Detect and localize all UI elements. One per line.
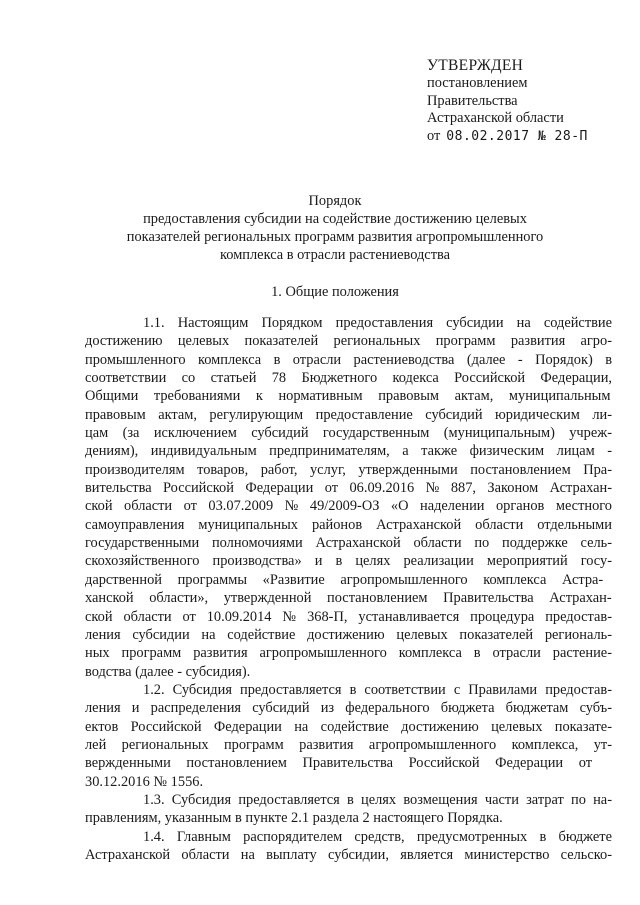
text-line: ханской области», утвержденной постановлением Правительства Астрахан-	[85, 590, 612, 607]
text-line: достижению целевых показателей региональных программ развития агро-	[85, 333, 612, 350]
text-line: ных программ развития агропромышленного комплекса в отрасли растение-	[85, 645, 612, 662]
text-line: лей региональных программ развития агропромышленного комплекса, ут-	[85, 736, 612, 753]
text-line: производителям товаров, работ, услуг, утвержденными постановлением Пра-	[85, 461, 612, 478]
text-line: цам (за исключением субсидий государственным (муниципальным) учреж-	[85, 425, 612, 442]
text-line: промышленного комплекса в отрасли растениеводства (далее - Порядок) в	[85, 351, 612, 368]
text-line: 1.2. Субсидия предоставляется в соответствии с Правилами предостав-	[143, 681, 612, 698]
text-line: скохозяйственного производства» и в целях реализации мероприятий госу-	[85, 553, 612, 570]
text-line: правовым актам, регулирующим предоставление субсидий юридическим ли-	[85, 406, 612, 423]
approval-stamp	[427, 56, 627, 145]
approval-line: Астраханской области	[427, 110, 564, 126]
text-line: 1.4. Главным распорядителем средств, предусмотренных в бюджете	[143, 828, 612, 845]
text-line: водства (далее - субсидия).	[85, 663, 251, 680]
text-line: ектов Российской Федерации на содействие достижению целевых показате-	[85, 718, 612, 735]
text-line: Общими требованиями к нормативным правовым актам, муниципальным	[85, 388, 611, 405]
approval-line: постановлением	[427, 75, 528, 91]
text-line: Астраханской области на выплату субсидии, является министерство сельско-	[85, 846, 612, 863]
document-title	[100, 192, 570, 264]
title-line: Порядок	[308, 193, 362, 209]
text-line: самоуправления муниципальных районов Астраханской области отдельными	[85, 516, 612, 533]
paragraph-1-2	[85, 681, 612, 791]
approval-date-prefix: от	[427, 127, 441, 144]
paragraph-1-4	[85, 828, 612, 865]
text-line: государственными полномочиями Астраханской области по поддержке сель-	[85, 535, 612, 552]
text-line: 1.3. Субсидия предоставляется в целях возмещения части затрат по на-	[143, 791, 612, 808]
approval-date-line	[427, 128, 627, 146]
paragraph-1-1	[85, 314, 612, 681]
text-line: ления и распределения субсидий из федерального бюджета бюджетам субъ-	[85, 700, 612, 717]
title-line: предоставления субсидии на содействие достижению целевых	[143, 211, 527, 227]
title-line: комплекса в отрасли растениеводства	[220, 247, 450, 263]
text-line: правлениям, указанным в пункте 2.1 раздела 2 настоящего Порядка.	[85, 810, 503, 827]
text-line: вительства Российской Федерации от 06.09.2016 № 887, Законом Астрахан-	[85, 480, 612, 497]
text-line: дарственной программы «Развитие агропромышленного комплекса Астра-	[85, 571, 604, 588]
text-line: 1.1. Настоящим Порядком предоставления субсидии на содействие	[143, 315, 612, 331]
text-line: вержденными постановлением Правительства Российской Федерации от	[85, 755, 593, 772]
approval-line: Правительства	[427, 92, 518, 109]
approval-date-number: 08.02.2017 № 28-П	[446, 128, 588, 144]
paragraph-1-3	[85, 791, 612, 828]
body-text	[85, 314, 612, 864]
text-line: дениям), индивидуальным предпринимателям, а также физическим лицам -	[85, 443, 612, 460]
section-heading: 1. Общие положения	[271, 284, 399, 300]
text-line: ской области от 03.07.2009 № 49/2009-ОЗ «О наделении органов местного	[85, 498, 612, 515]
text-line: ления субсидии на содействие достижению целевых показателей региональ-	[85, 626, 612, 643]
title-line: показателей региональных программ развития агропромышленного	[126, 229, 544, 245]
approval-heading: УТВЕРЖДЕН	[427, 57, 524, 74]
text-line: ской области от 10.09.2014 № 368-П, устанавливается процедура предостав-	[85, 608, 612, 625]
text-line: соответствии со статьей 78 Бюджетного кодекса Российской Федерации,	[85, 370, 612, 387]
text-line: 30.12.2016 № 1556.	[85, 773, 204, 790]
